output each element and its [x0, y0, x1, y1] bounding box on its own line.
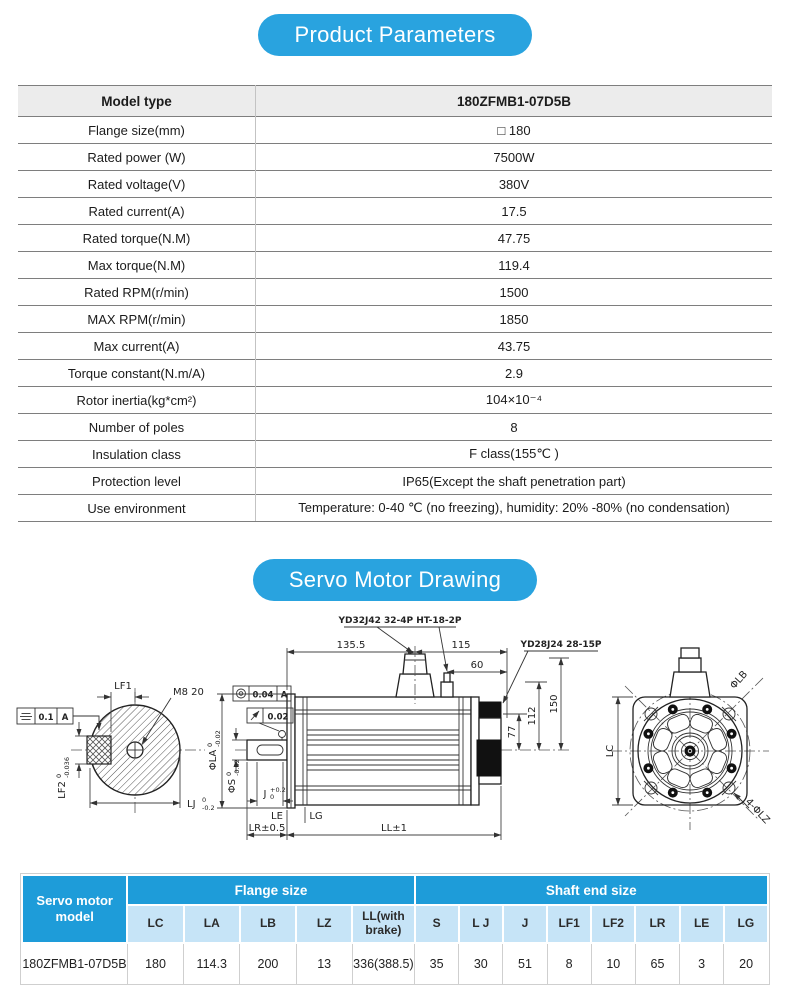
- param-value: 380V: [256, 171, 773, 198]
- table-row: [18, 360, 772, 387]
- param-value: 8: [256, 414, 773, 441]
- table-row: [22, 875, 768, 905]
- param-value: □ 180: [256, 117, 773, 144]
- param-value: 2.9: [256, 360, 773, 387]
- svg-text:-0.2: -0.2: [202, 804, 215, 812]
- rear-signal-connector: [479, 702, 501, 717]
- table-row: [18, 333, 772, 360]
- svg-text:LF2: LF2: [57, 781, 68, 799]
- dim-lc: LC: [605, 744, 616, 758]
- dim-philz: 4-ΦLZ: [742, 796, 772, 827]
- col-header: LZ: [296, 905, 352, 943]
- param-value: 43.75: [256, 333, 773, 360]
- col-header: LA: [184, 905, 240, 943]
- motor-side-view: [206, 616, 602, 840]
- table-row: [18, 225, 772, 252]
- product-parameters-table: [18, 85, 772, 522]
- model-value: 180ZFMB1-07D5B: [22, 943, 127, 984]
- param-value: 7500W: [256, 144, 773, 171]
- shaft-section-view: [17, 681, 215, 816]
- cell-value: 8: [547, 943, 591, 984]
- svg-text:+0.2: +0.2: [270, 786, 286, 794]
- cell-value: 51: [503, 943, 547, 984]
- table-row: [18, 441, 772, 468]
- cell-value: 180: [127, 943, 183, 984]
- table-row: [18, 252, 772, 279]
- table-row: [18, 414, 772, 441]
- dim-phis-label: [225, 759, 241, 793]
- col-header: LL(with brake): [352, 905, 414, 943]
- param-value: F class(155℃ ): [256, 441, 773, 468]
- svg-text:0: 0: [55, 773, 63, 778]
- col-header: LR: [635, 905, 679, 943]
- table-row: [22, 943, 768, 984]
- concentricity-icon: [237, 689, 246, 698]
- table-row: [18, 279, 772, 306]
- svg-text:0: 0: [270, 793, 275, 801]
- param-value: 180ZFMB1-07D5B: [256, 86, 773, 117]
- param-label: Insulation class: [18, 441, 256, 468]
- param-label: Rated voltage(V): [18, 171, 256, 198]
- table-row: [18, 495, 772, 522]
- cell-value: 65: [635, 943, 679, 984]
- dim-135: 135.5: [336, 640, 366, 651]
- concentricity-tolerance-box: [222, 686, 291, 701]
- runout-icon: [251, 711, 259, 720]
- table-row: [18, 144, 772, 171]
- dim-115: 115: [451, 640, 471, 651]
- cell-value: 30: [459, 943, 503, 984]
- cell-value: 3: [680, 943, 724, 984]
- svg-text:-0.02: -0.02: [214, 730, 222, 747]
- motor-drawing-svg: [15, 610, 775, 860]
- table-row: [18, 306, 772, 333]
- symmetry-datum: A: [61, 713, 69, 723]
- param-value: 119.4: [256, 252, 773, 279]
- svg-text:ΦS: ΦS: [227, 778, 238, 794]
- runout-tol-value: 0.02: [267, 712, 289, 723]
- col-header: LE: [680, 905, 724, 943]
- table-row: [18, 387, 772, 414]
- dim-phila-label: [206, 730, 222, 770]
- param-value: 47.75: [256, 225, 773, 252]
- dim-77: 77: [507, 725, 518, 739]
- size-table-group-shaft: Shaft end size: [415, 875, 768, 905]
- dim-lf1-label: LF1: [114, 681, 132, 692]
- connector2-label: YD28J24 28-15P: [520, 640, 602, 650]
- table-row: [18, 468, 772, 495]
- dim-lj-label: [187, 796, 215, 812]
- svg-text:-0.036: -0.036: [63, 757, 71, 778]
- dim-112: 112: [527, 706, 538, 726]
- rear-power-connector: [477, 740, 501, 776]
- cell-value: 114.3: [184, 943, 240, 984]
- svg-text:-0.02: -0.02: [233, 759, 241, 776]
- param-label: Torque constant(N.m/A): [18, 360, 256, 387]
- symmetry-tol-value: 0.1: [38, 713, 54, 723]
- param-label: Protection level: [18, 468, 256, 495]
- table-row: [18, 86, 772, 117]
- cell-value: 35: [415, 943, 459, 984]
- svg-text:0: 0: [202, 796, 207, 804]
- param-label: Use environment: [18, 495, 256, 522]
- cell-value: 336(388.5): [352, 943, 414, 984]
- concentricity-tol-value: 0.04: [252, 690, 274, 701]
- svg-text:0: 0: [206, 742, 214, 747]
- dim-philb: ΦLB: [728, 669, 751, 692]
- param-label: Max torque(N.M): [18, 252, 256, 279]
- col-header: LC: [127, 905, 183, 943]
- param-value: Temperature: 0-40 ℃ (no freezing), humidity: 20% -80% (no condensation): [256, 495, 773, 522]
- table-row: [18, 198, 772, 225]
- size-table-model-header: Servo motor model: [22, 875, 127, 943]
- svg-text:ΦLA: ΦLA: [208, 749, 219, 771]
- svg-text:0: 0: [225, 771, 233, 776]
- dim-j-label: [263, 786, 286, 801]
- col-header: J: [503, 905, 547, 943]
- param-value: 1500: [256, 279, 773, 306]
- size-table-wrapper: [20, 873, 770, 985]
- param-label: Rated RPM(r/min): [18, 279, 256, 306]
- param-label: Rated power (W): [18, 144, 256, 171]
- param-value: 104×10⁻⁴: [256, 387, 773, 414]
- dim-ll: LL±1: [381, 823, 407, 834]
- cell-value: 20: [724, 943, 768, 984]
- col-header: LB: [240, 905, 296, 943]
- param-value: 17.5: [256, 198, 773, 225]
- col-header: LG: [724, 905, 768, 943]
- runout-tolerance-box: [247, 708, 293, 731]
- cell-value: 13: [296, 943, 352, 984]
- svg-text:LJ: LJ: [187, 799, 196, 810]
- param-label: Max current(A): [18, 333, 256, 360]
- size-table-group-flange: Flange size: [127, 875, 414, 905]
- col-header: LF1: [547, 905, 591, 943]
- dim-lf2-label: [55, 757, 71, 799]
- param-label: Rotor inertia(kg*cm²): [18, 387, 256, 414]
- concentricity-datum: A: [280, 690, 288, 701]
- param-value: 1850: [256, 306, 773, 333]
- flange-front-view: [605, 648, 772, 830]
- param-label: Number of poles: [18, 414, 256, 441]
- param-label: Model type: [18, 86, 256, 117]
- table-row: [18, 171, 772, 198]
- dim-150: 150: [549, 694, 560, 714]
- cell-value: 200: [240, 943, 296, 984]
- dim-lr: LR±0.5: [248, 823, 286, 834]
- param-label: Rated current(A): [18, 198, 256, 225]
- connector1-label: YD32J42 32-4P HT-18-2P: [338, 616, 462, 626]
- col-header: S: [415, 905, 459, 943]
- size-table: [21, 874, 769, 984]
- param-label: MAX RPM(r/min): [18, 306, 256, 333]
- dim-m8-label: M8 20: [173, 687, 204, 698]
- svg-text:J: J: [263, 789, 267, 800]
- section-title-product-parameters: Product Parameters: [258, 14, 531, 56]
- param-value: IP65(Except the shaft penetration part): [256, 468, 773, 495]
- section-title-servo-motor-drawing: Servo Motor Drawing: [253, 559, 537, 601]
- dim-60: 60: [470, 660, 484, 671]
- symmetry-tolerance-box: [17, 708, 99, 730]
- dim-le: LE: [271, 811, 283, 822]
- cell-value: 10: [591, 943, 635, 984]
- col-header: L J: [459, 905, 503, 943]
- servo-motor-drawing: [15, 610, 775, 865]
- symmetry-icon: [20, 714, 32, 720]
- param-label: Rated torque(N.M): [18, 225, 256, 252]
- col-header: LF2: [591, 905, 635, 943]
- param-label: Flange size(mm): [18, 117, 256, 144]
- table-row: [22, 905, 768, 943]
- dim-lg: LG: [309, 811, 323, 822]
- table-row: [18, 117, 772, 144]
